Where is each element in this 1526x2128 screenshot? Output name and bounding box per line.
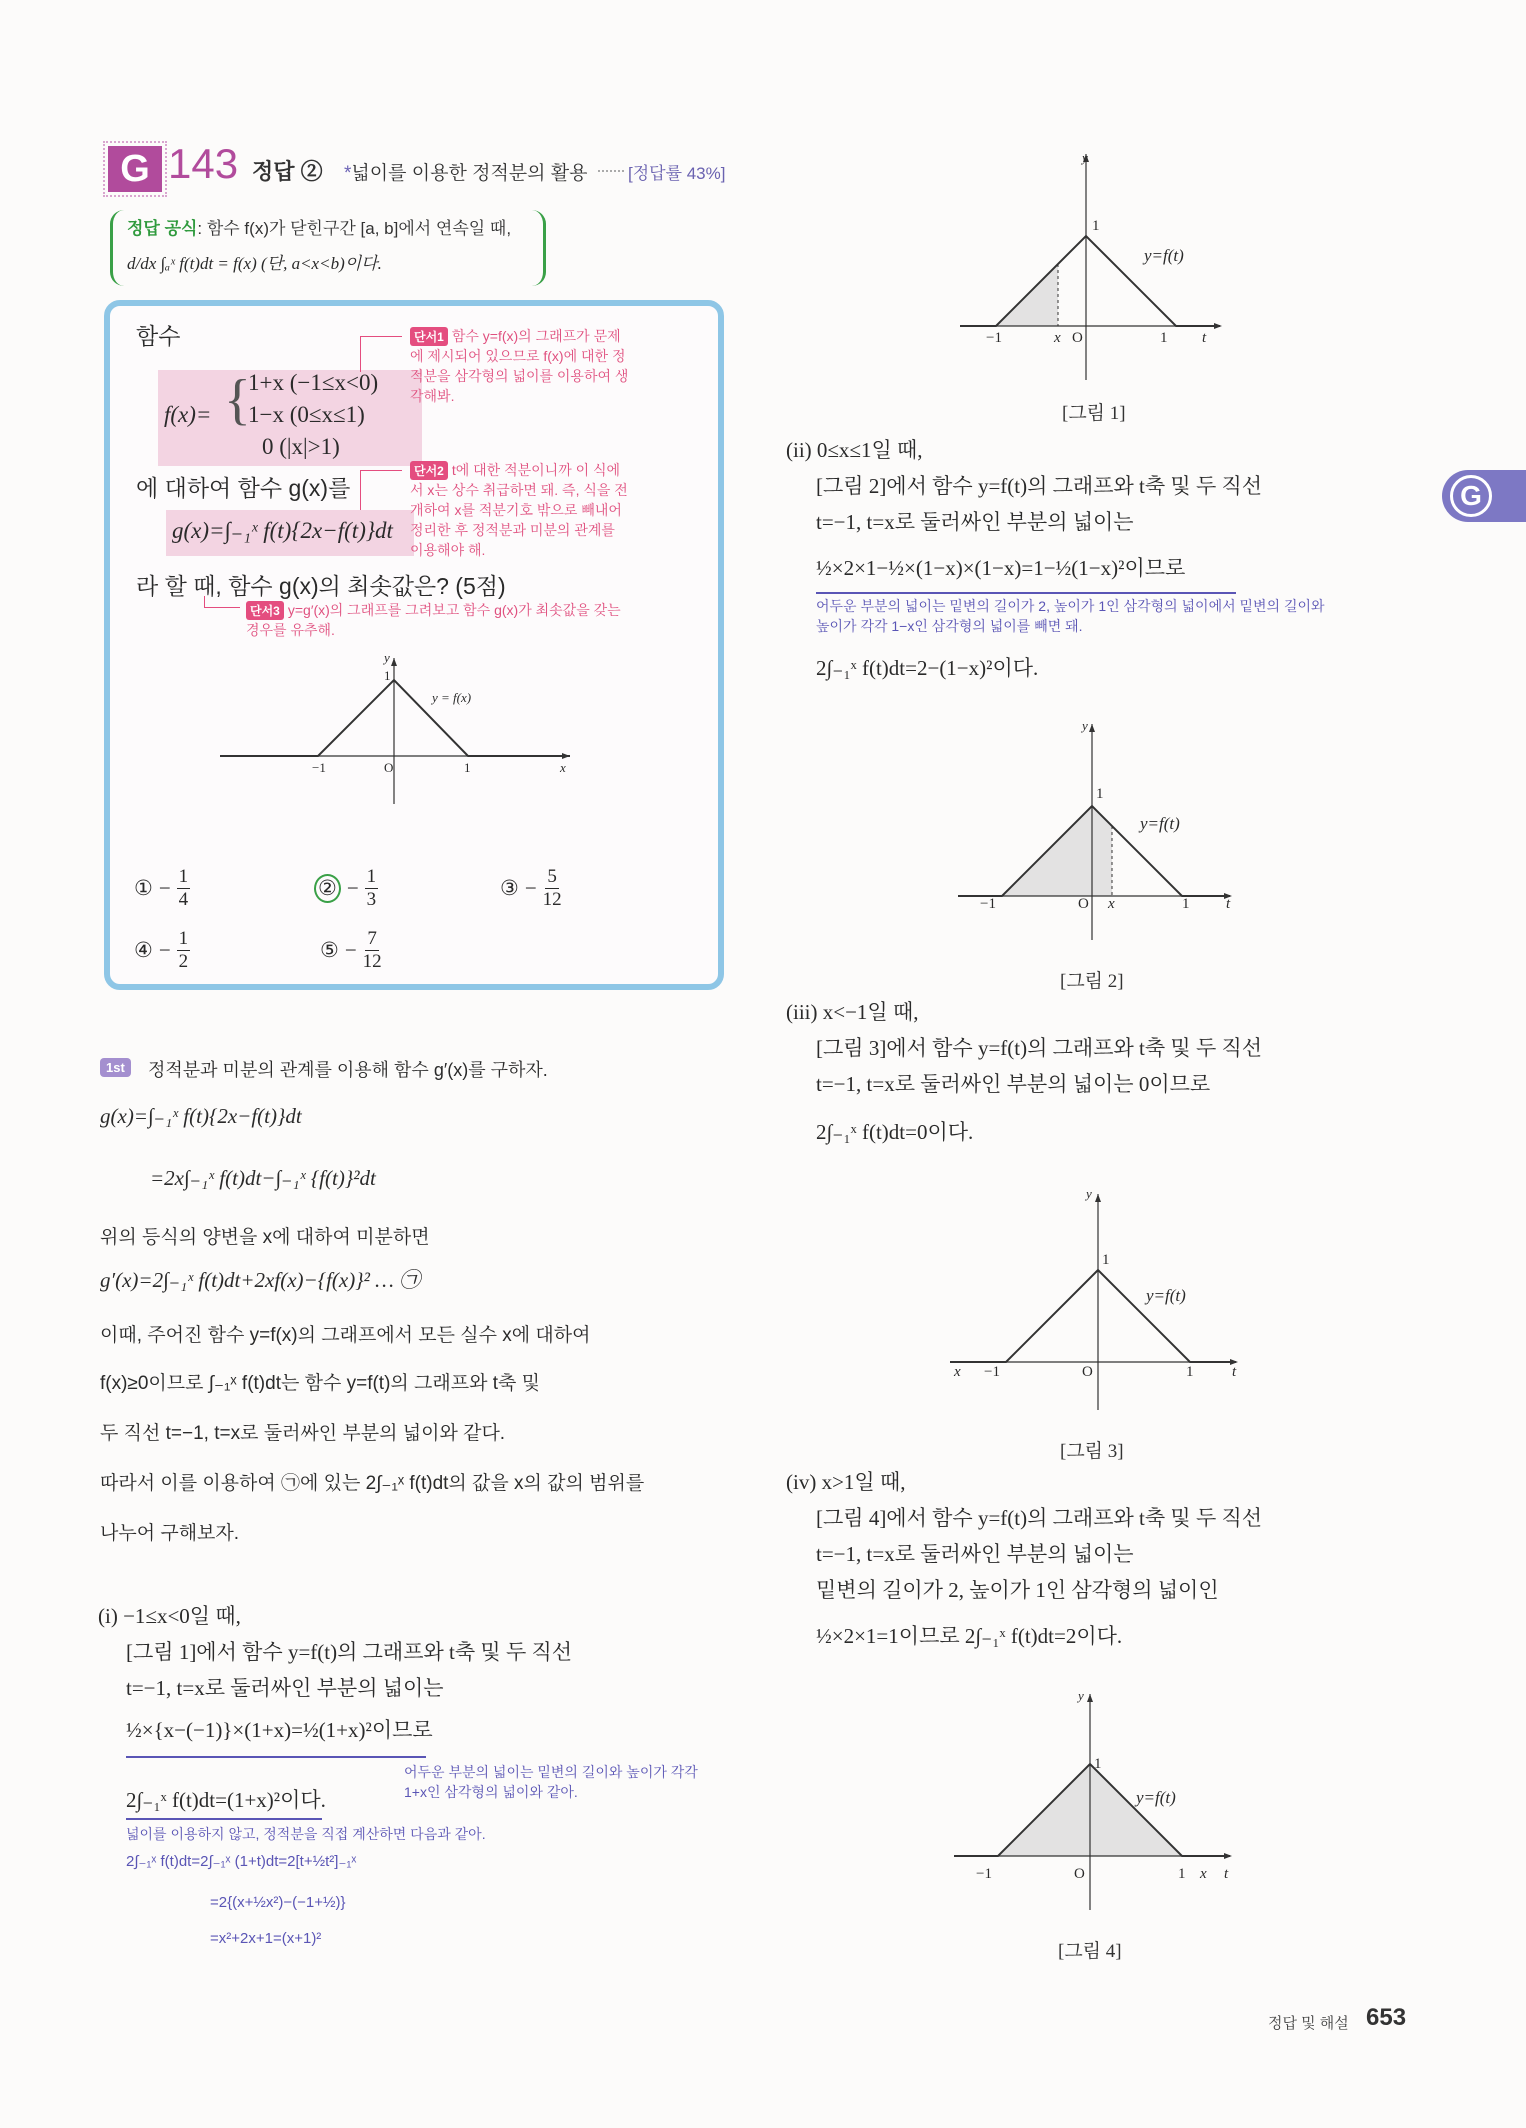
problem-box [104, 300, 724, 990]
problem-mid: 에 대하여 함수 g(x)를 [136, 475, 351, 501]
fig1-y-label: y [1082, 150, 1088, 165]
fig1-tick-1: 1 [1160, 330, 1168, 346]
fig3-curve-label: y=f(t) [1146, 1286, 1186, 1305]
fig4-tick-1: 1 [1178, 1866, 1186, 1882]
graph-peak-label: 1 [384, 668, 391, 683]
formula-line-2: d/dx ∫ₐˣ f(t)dt = f(x) (단, a<x<b)이다. [127, 254, 382, 273]
choice-4[interactable]: ④ − $\frac{1}{2}$ [134, 928, 189, 972]
f-def-label: f(x)= [164, 402, 212, 427]
case-1-title: (i) −1≤x<0일 때, [98, 1604, 241, 1628]
star-icon: * [344, 163, 352, 184]
fig3-peak: 1 [1102, 1252, 1110, 1268]
case-2-line-3: ½×2×1−½×(1−x)×(1−x)=1−½(1−x)²이므로 [816, 556, 1186, 580]
sol-line-6: f(x)≥0이므로 ∫₋₁ˣ f(t)dt는 함수 y=f(t)의 그래프와 t축 및 [100, 1373, 541, 1394]
fig4-caption: [그림 4] [1058, 1941, 1122, 1962]
section-badge: G [108, 146, 162, 192]
sol-line-9: 나누어 구해보자. [100, 1523, 240, 1544]
fig1-origin: O [1072, 330, 1083, 346]
dotted-leader [598, 170, 624, 172]
hint-tag-2: 단서2 [410, 461, 448, 480]
problem-question: 라 할 때, 함수 g(x)의 최솟값은? (5점) [136, 573, 506, 599]
fig1-curve-label: y=f(t) [1144, 246, 1184, 265]
case-2-title: (ii) 0≤x≤1일 때, [786, 438, 923, 462]
sol-line-8: 따라서 이를 이용하여 ㉠에 있는 2∫₋₁ˣ f(t)dt의 값을 x의 값의 범위를 [100, 1473, 645, 1494]
hint-2 [410, 460, 630, 560]
fig2-x-marker: x [1108, 896, 1115, 912]
problem-intro: 함수 [136, 323, 181, 349]
section-side-tab [1442, 470, 1526, 522]
hint-text-1: 함수 y=f(x)의 그래프가 문제에 제시되어 있으므로 f(x)에 대한 정적분을 삼각형의 넓이를 이용하여 생각해봐. [410, 328, 629, 404]
brace: { [224, 369, 251, 431]
case-1-extra-1: 2∫₋₁ˣ f(t)dt=2∫₋₁ˣ (1+t)dt=2[t+½t²]₋₁ˣ [126, 1853, 357, 1870]
choice-2[interactable]: ② − $\frac{1}{3}$ [314, 866, 378, 911]
hint-connector-1 [360, 336, 402, 372]
fig2-origin: O [1078, 896, 1089, 912]
f-case-2: 1−x (0≤x≤1) [248, 402, 365, 427]
fig4-curve-label: y=f(t) [1136, 1788, 1176, 1807]
page-number: 653 [1366, 2004, 1407, 2031]
fig1-tick-neg1: −1 [986, 330, 1002, 346]
problem-graph [220, 654, 580, 814]
case-1-underline-2 [126, 1818, 322, 1820]
hint-tag-3: 단서3 [246, 601, 284, 620]
case-1-line-3: ½×{x−(−1)}×(1+x)=½(1+x)²이므로 [126, 1718, 433, 1742]
formula-text: : 함수 f(x)가 닫힌구간 [a, b]에서 연속일 때, [197, 219, 512, 238]
case-1-line-2: t=−1, t=x로 둘러싸인 부분의 넓이는 [126, 1676, 444, 1700]
topic-text: 넓이를 이용한 정적분의 활용 [351, 163, 588, 184]
graph-tick-1: 1 [464, 760, 471, 775]
graph-curve-label: y = f(x) [432, 690, 472, 705]
fig1-caption: [그림 1] [1062, 403, 1126, 424]
case-4-line-2: t=−1, t=x로 둘러싸인 부분의 넓이는 [816, 1542, 1134, 1566]
case-4-line-4: ½×2×1=1이므로 2∫₋₁ˣ f(t)dt=2이다. [816, 1624, 1123, 1648]
sol-line-2: =2x∫₋₁ˣ f(t)dt−∫₋₁ˣ {f(t)}²dt [150, 1166, 376, 1190]
fig1-x-marker: x [1054, 330, 1061, 346]
answer-formula-box [110, 210, 546, 286]
graph-origin: O [384, 760, 394, 775]
sol-line-3: 위의 등식의 양변을 x에 대하여 미분하면 [100, 1227, 430, 1248]
step-badge: 1st [100, 1058, 131, 1077]
fig2-caption: [그림 2] [1060, 971, 1124, 992]
case-2-line-4: 2∫₋₁ˣ f(t)dt=2−(1−x)²이다. [816, 656, 1039, 680]
topic [344, 158, 588, 185]
fig2-tick-neg1: −1 [980, 896, 996, 912]
fig3-caption: [그림 3] [1060, 1441, 1124, 1462]
footer-label: 정답 및 해설 [1268, 2015, 1349, 2032]
fig3-tick-1: 1 [1186, 1364, 1194, 1380]
fig4-peak: 1 [1094, 1756, 1102, 1772]
case-3-line-2: t=−1, t=x로 둘러싸인 부분의 넓이는 0이므로 [816, 1072, 1211, 1096]
fig2-tick-1: 1 [1182, 896, 1190, 912]
hint-connector-3 [204, 596, 240, 608]
fig2-y-label: y [1082, 718, 1088, 733]
figure-1 [950, 150, 1250, 390]
case-4-title: (iv) x>1일 때, [786, 1470, 906, 1494]
fig4-x-marker: x [1200, 1866, 1207, 1882]
formula-title: 정답 공식 [127, 219, 198, 238]
f-case-3: 0 (|x|>1) [262, 434, 340, 459]
choice-1[interactable]: ① − $\frac{1}{4}$ [134, 866, 189, 910]
case-1-extra-title: 넓이를 이용하지 않고, 정적분을 직접 계산하면 다음과 같아. [126, 1826, 486, 1842]
side-tab-letter: G [1450, 475, 1492, 517]
fig2-curve-label: y=f(t) [1140, 814, 1180, 833]
case-1-extra-2: =2{(x+½x²)−(−1+½)} [210, 1894, 346, 1911]
hint-1 [410, 326, 630, 406]
answer-label: 정답 ② [252, 159, 323, 184]
sol-line-7: 두 직선 t=−1, t=x로 둘러싸인 부분의 넓이와 같다. [100, 1423, 506, 1444]
hint-text-2: t에 대한 적분이니까 이 식에서 x는 상수 취급하면 돼. 즉, 식을 전개하여 x를 적분기호 밖으로 빼내어 정리한 후 정적분과 미분의 관계를 이용해야 해. [410, 462, 628, 558]
fig1-t-label: t [1202, 330, 1207, 346]
fig3-tick-neg1: −1 [984, 1364, 1000, 1380]
fig3-origin: O [1082, 1364, 1093, 1380]
answer-rate: [정답률 43%] [628, 164, 726, 183]
sol-line-5: 이때, 주어진 함수 y=f(x)의 그래프에서 모든 실수 x에 대하여 [100, 1325, 591, 1346]
graph-y-label: y [384, 650, 390, 665]
fig2-t-label: t [1226, 896, 1231, 912]
fig3-x-marker: x [954, 1364, 961, 1380]
fig3-y-label: y [1086, 1186, 1092, 1201]
problem-number: 143 [168, 140, 239, 187]
f-case-1: 1+x (−1≤x<0) [248, 370, 379, 395]
fig4-t-label: t [1224, 1866, 1229, 1882]
fig4-origin: O [1074, 1866, 1085, 1882]
case-3-line-3: 2∫₋₁ˣ f(t)dt=0이다. [816, 1120, 974, 1144]
choice-3[interactable]: ③ − $\frac{5}{12}$ [500, 866, 562, 910]
case-3-line-1: [그림 3]에서 함수 y=f(t)의 그래프와 t축 및 두 직선 [816, 1036, 1263, 1060]
hint-connector-2 [360, 470, 402, 510]
formula-line-1 [127, 214, 529, 239]
case-1-extra-3: =x²+2x+1=(x+1)² [210, 1930, 322, 1947]
case-2-line-2: t=−1, t=x로 둘러싸인 부분의 넓이는 [816, 510, 1134, 534]
case-1-line-4: 2∫₋₁ˣ f(t)dt=(1+x)²이다. [126, 1788, 326, 1812]
hint-3 [246, 600, 626, 640]
fig4-y-label: y [1078, 1688, 1084, 1703]
fig2-peak: 1 [1096, 786, 1104, 802]
hint-tag-1: 단서1 [410, 327, 448, 346]
fig1-peak: 1 [1092, 218, 1100, 234]
selected-mark: ② [314, 874, 341, 903]
choice-5[interactable]: ⑤ − $\frac{7}{12}$ [320, 928, 382, 972]
step-title: 정적분과 미분의 관계를 이용해 함수 g′(x)를 구하자. [148, 1060, 548, 1080]
graph-tick-neg1: −1 [312, 760, 326, 775]
fig3-t-label: t [1232, 1364, 1237, 1380]
case-2-line-1: [그림 2]에서 함수 y=f(t)의 그래프와 t축 및 두 직선 [816, 474, 1263, 498]
case-4-line-3: 밑변의 길이가 2, 높이가 1인 삼각형의 넓이인 [816, 1578, 1219, 1602]
case-3-title: (iii) x<−1일 때, [786, 1000, 919, 1024]
sol-line-4: g′(x)=2∫₋₁ˣ f(t)dt+2xf(x)−{f(x)}² … ㉠ [100, 1268, 421, 1292]
g-def: g(x)=∫₋₁ˣ f(t){2x−f(t)}dt [172, 518, 393, 543]
case-2-underline [816, 592, 1236, 594]
hint-text-3: y=g′(x)의 그래프를 그려보고 함수 g(x)가 최솟값을 갖는 경우를 유추해. [246, 602, 621, 638]
fig4-tick-neg1: −1 [976, 1866, 992, 1882]
graph-x-label: x [560, 760, 566, 775]
case-1-note: 어두운 부분의 넓이는 밑변의 길이와 높이가 각각 1+x인 삼각형의 넓이와 같아. [404, 1764, 698, 1800]
case-2-note: 어두운 부분의 넓이는 밑변의 길이가 2, 높이가 1인 삼각형의 넓이에서 밑변의 길이와 높이가 각각 1−x인 삼각형의 넓이를 빼면 돼. [816, 598, 1325, 634]
case-1-underline [126, 1756, 426, 1758]
case-1-line-1: [그림 1]에서 함수 y=f(t)의 그래프와 t축 및 두 직선 [126, 1640, 573, 1664]
sol-line-1: g(x)=∫₋₁ˣ f(t){2x−f(t)}dt [100, 1104, 302, 1128]
case-4-line-1: [그림 4]에서 함수 y=f(t)의 그래프와 t축 및 두 직선 [816, 1506, 1263, 1530]
